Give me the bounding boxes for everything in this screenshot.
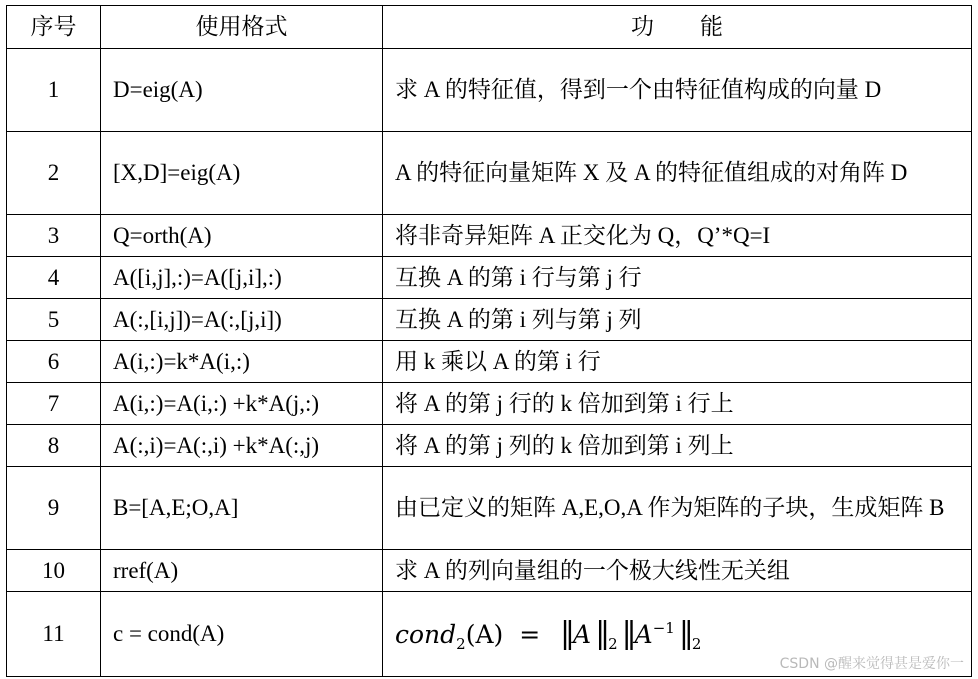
watermark: CSDN @醒来觉得甚是爱你一 (779, 656, 964, 672)
table-row (7, 341, 972, 383)
formula-norm-subscript: 2 (691, 635, 702, 653)
table-row (7, 425, 972, 467)
row-number: 5 (7, 299, 101, 341)
table-row (7, 132, 972, 215)
row-format: A(i,:)=A(i,:) +k*A(j,:) (101, 383, 383, 425)
row-format: [X,D]=eig(A) (101, 132, 383, 215)
formula-norm-subscript: 2 (608, 635, 618, 653)
row-number: 8 (7, 425, 101, 467)
row-function: 求 A 的列向量组的一个极大线性无关组 (383, 550, 972, 592)
row-number: 7 (7, 383, 101, 425)
row-function: 互换 A 的第 i 列与第 j 列 (383, 299, 972, 341)
formula-cond: cond (395, 620, 457, 649)
row-number: 11 (7, 592, 101, 677)
matrix-function-table (6, 5, 972, 677)
row-number: 6 (7, 341, 101, 383)
row-function: 将 A 的第 j 行的 k 倍加到第 i 行上 (383, 383, 972, 425)
formula-matrix-a: A (573, 620, 592, 649)
row-number: 3 (7, 215, 101, 257)
norm-bar-left-icon: ‖ (560, 616, 570, 651)
formula-cond-subscript: 2 (456, 635, 466, 653)
header-function-left: 功 (631, 14, 654, 39)
table-row (7, 299, 972, 341)
row-format: A(i,:)=k*A(i,:) (101, 341, 383, 383)
row-format: B=[A,E;O,A] (101, 467, 383, 550)
header-function-right: 能 (700, 14, 723, 39)
table-row (7, 257, 972, 299)
row-format: A(:,i)=A(:,i) +k*A(:,j) (101, 425, 383, 467)
row-format: rref(A) (101, 550, 383, 592)
header-format: 使用格式 (101, 6, 383, 49)
table-row (7, 467, 972, 550)
norm-bar-left-icon: ‖ (621, 616, 631, 651)
row-function: 将 A 的第 j 列的 k 倍加到第 i 列上 (383, 425, 972, 467)
table-row (7, 550, 972, 592)
norm-bar-right-icon: ‖ (595, 616, 605, 651)
row-number: 10 (7, 550, 101, 592)
header-function (383, 6, 972, 49)
row-format: A([i,j],:)=A([j,i],:) (101, 257, 383, 299)
row-format: D=eig(A) (101, 49, 383, 132)
header-no: 序号 (7, 6, 101, 49)
row-function: 互换 A 的第 i 行与第 j 行 (383, 257, 972, 299)
formula-matrix-a-inverse: A (634, 620, 653, 649)
norm-bar-right-icon: ‖ (678, 616, 688, 651)
formula-equals: = (519, 620, 541, 649)
table-row (7, 49, 972, 132)
table-row (7, 383, 972, 425)
row-function: 用 k 乘以 A 的第 i 行 (383, 341, 972, 383)
row-function: A 的特征向量矩阵 X 及 A 的特征值组成的对角阵 D (383, 132, 972, 215)
table-row (7, 215, 972, 257)
row-number: 2 (7, 132, 101, 215)
row-function: 由已定义的矩阵 A,E,O,A 作为矩阵的子块，生成矩阵 B (383, 467, 972, 550)
row-format: Q=orth(A) (101, 215, 383, 257)
row-number: 1 (7, 49, 101, 132)
row-format: c = cond(A) (101, 592, 383, 677)
formula (395, 604, 701, 664)
formula-inverse-superscript: −1 (652, 619, 675, 637)
row-format: A(:,[i,j])=A(:,[j,i]) (101, 299, 383, 341)
formula-argument: (A) (465, 620, 504, 649)
row-function: 求 A 的特征值，得到一个由特征值构成的向量 D (383, 49, 972, 132)
table-header-row (7, 6, 972, 49)
row-function: 将非奇异矩阵 A 正交化为 Q，Q’*Q=I (383, 215, 972, 257)
row-number: 4 (7, 257, 101, 299)
row-number: 9 (7, 467, 101, 550)
